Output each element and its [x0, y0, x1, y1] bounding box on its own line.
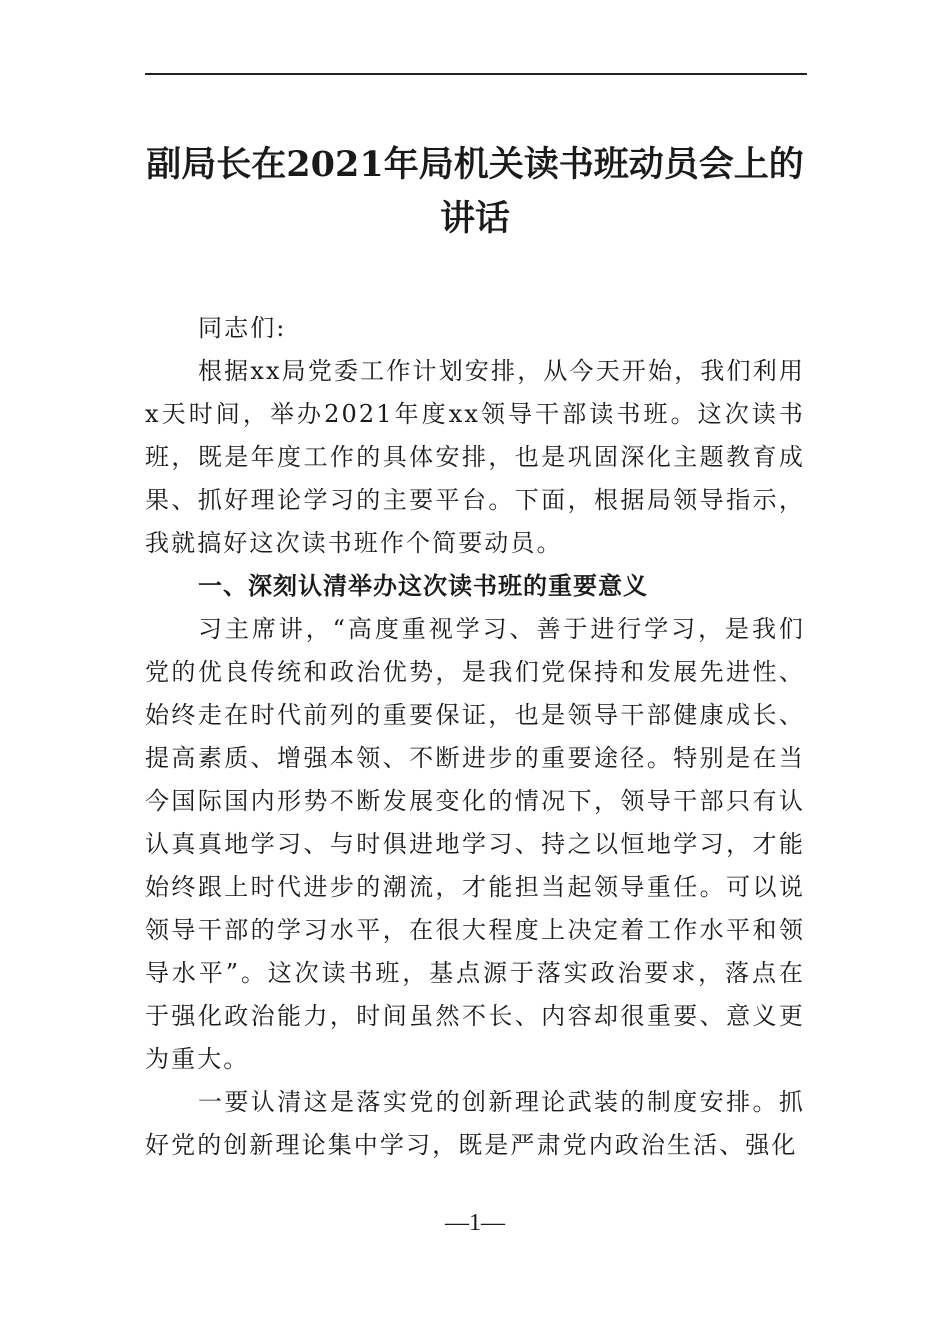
document-title — [120, 138, 830, 246]
body-paragraph: 一要认清这是落实党的创新理论武装的制度安排。抓好党的创新理论集中学习，既是严肃党内政治生活、强化 — [145, 1088, 805, 1159]
section-heading: 一、深刻认清举办这次读书班的重要意义 — [198, 572, 648, 600]
title-line-1: 副局长在2021年局机关读书班动员会上的 — [146, 144, 804, 185]
header-rule — [145, 73, 807, 75]
document-body — [145, 307, 805, 1167]
body-paragraph: 习主席讲，“高度重视学习、善于进行学习，是我们党的优良传统和政治优势，是我们党保持和发展先进性、始终走在时代前列的重要保证，也是领导干部健康成长、提高素质、增强本领、不断进步的重要途径。特别是在当今国际国内形势不断发展变化的情况下，领导干部只有认认真真地学习、与时俱进地学习、持之以恒地学习，才能始终跟上时代进步的潮流，才能担当起领导重任。可以说领导干部的学习水平，在很大程度上决定着工作水平和领导水平”。这次读书班，基点源于落实政治要求，落点在于强化政治能力，时间虽然不长、内容却很重要、意义更为重大。 — [145, 615, 805, 1073]
body-paragraph: 根据xx局党委工作计划安排，从今天开始，我们利用x天时间，举办2021年度xx领导干部读书班。这次读书班，既是年度工作的具体安排，也是巩固深化主题教育成果、抓好理论学习的主要平台。下面，根据局领导指示，我就搞好这次读书班作个简要动员。 — [145, 357, 805, 557]
page-number: —1— — [445, 1210, 505, 1236]
title-line-2: 讲话 — [439, 198, 510, 239]
salutation: 同志们: — [198, 314, 287, 342]
